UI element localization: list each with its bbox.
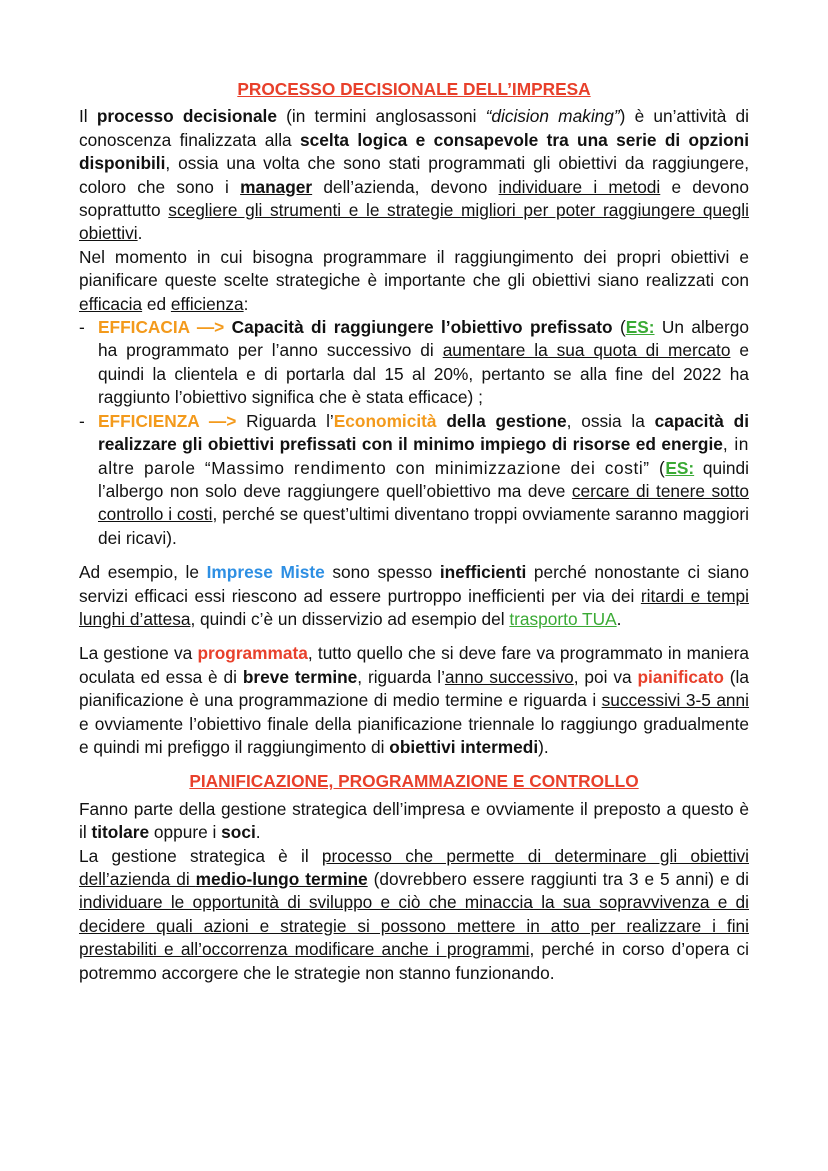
- section-title-processo-decisionale: PROCESSO DECISIONALE DELL’IMPRESA: [237, 79, 591, 99]
- paragraph-gestione-programmata: La gestione va programmata, tutto quello che si deve fare va programmato in maniera oculata ed essa è di breve termine, riguarda l’anno successivo, poi va pianificato (la pianificazione è una programmazione di medio termine e riguarda i successivi 3-5 anni e ovviamente l’obiettivo finale della pianificazione triennale lo raggiungo gradualmente e quindi mi prefiggo il raggiungimento di obiettivi intermedi).: [79, 643, 750, 757]
- paragraph-efficacia-efficienza-intro: Nel momento in cui bisogna programmare il raggiungimento dei propri obiettivi e pianificare queste scelte strategiche è importante che gli obiettivi siano realizzati con efficacia ed efficienza:: [79, 246, 749, 314]
- bullet-dash: -: [79, 317, 85, 338]
- paragraph-gestione-strategica-intro: Fanno parte della gestione strategica dell’impresa e ovviamente il preposto a questo è il titolare oppure i soci.: [79, 798, 749, 843]
- list-item-efficienza: - EFFICIENZA —> Riguarda l’Economicità della gestione, ossia la capacità di realizzare gli obiettivi prefissati con il minimo impiego di risorse ed energie, in altre parole “Massimo rendimento con minimizzazione dei costi” (ES: quindi l’albergo non solo deve raggiungere quell’obiettivo ma deve cercare di tenere sotto controllo i costi, perché se quest’ultimi diventano troppi ovviamente saranno maggiori dei ricavi).: [79, 410, 750, 548]
- paragraph-gestione-strategica: La gestione strategica è il processo che permette di determinare gli obiettivi dell’azienda di medio-lungo termine (dovrebbero essere raggiunti tra 3 e 5 anni) e di individuare le opportunità di sviluppo e ciò che minaccia la sua sopravvivenza e di decidere quali azioni e strategie si possono mettere in atto per realizzare i fini prestabiliti e all’occorrenza modificare anche i programmi, perché in corso d’opera ci potremmo accorgere che le strategie non stanno funzionando.: [79, 845, 749, 983]
- section-title-pianificazione: PIANIFICAZIONE, PROGRAMMAZIONE E CONTROLLO: [189, 771, 639, 792]
- list-item-efficacia: - EFFICACIA —> Capacità di raggiungere l’obiettivo prefissato (ES: Un albergo ha programmato per l’anno successivo di aumentare la sua quota di mercato e quindi la clientela e di portarla dal 15 al 20%, pertanto se alla fine del 2022 ha raggiunto l’obiettivo significa che è stata efficace) ;: [79, 317, 749, 408]
- efficacia-efficienza-list: [79, 316, 749, 550]
- paragraph-imprese-miste: Ad esempio, le Imprese Miste sono spesso inefficienti perché nonostante ci siano servizi efficaci essi riescono ad essere purtroppo inefficienti per via dei ritardi e tempi lunghi d’attesa, quindi c’è un disservizio ad esempio del trasporto TUA.: [79, 562, 749, 629]
- bullet-dash: -: [79, 410, 85, 431]
- paragraph-processo-decisionale: Il processo decisionale (in termini anglosassoni “dicision making”) è un’attività di conoscenza finalizzata alla scelta logica e consapevole tra una serie di opzioni disponibili, ossia una volta che sono stati programmati gli obiettivi da raggiungere, coloro che sono i manager dell’azienda, devono individuare i metodi e devono soprattutto scegliere gli strumenti e le strategie migliori per poter raggiungere quegli obiettivi.: [79, 106, 749, 244]
